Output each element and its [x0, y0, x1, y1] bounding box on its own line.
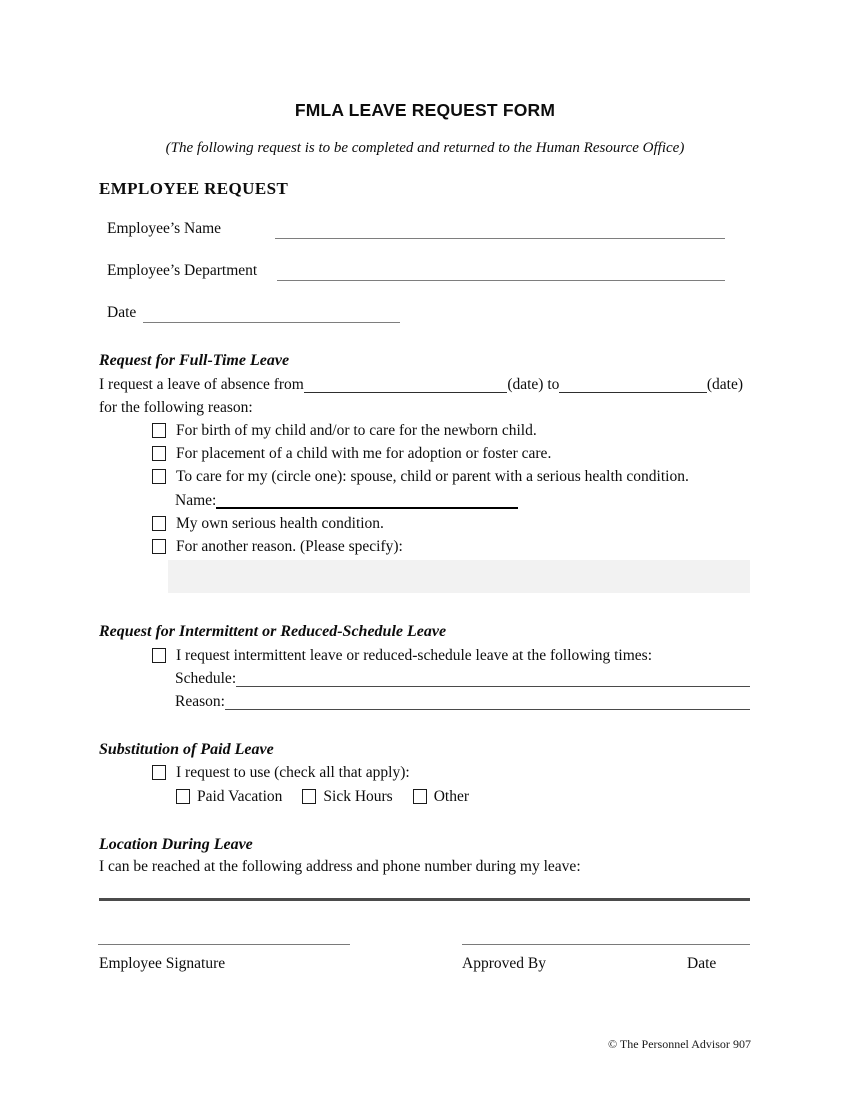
form-title: FMLA LEAVE REQUEST FORM	[294, 100, 556, 120]
absence-from-date-input[interactable]	[304, 375, 507, 393]
full-time-leave-heading: Request for Full-Time Leave	[99, 352, 290, 369]
care-name-label: Name:	[175, 492, 217, 509]
care-checkbox-label: To care for my (circle one): spouse, child or parent with a serious health condition.	[176, 468, 689, 485]
paid-vacation-option	[176, 788, 282, 805]
intermittent-checkbox[interactable]	[152, 648, 166, 663]
approval-signature-input[interactable]	[462, 944, 750, 945]
intermittent-checkbox-label: I request intermittent leave or reduced-schedule leave at the following times:	[176, 647, 653, 664]
other-option	[413, 788, 469, 805]
paid-leave-options	[176, 788, 469, 805]
absence-part1: I request a leave of absence from	[99, 376, 304, 393]
employee-department-label: Employee’s Department	[107, 262, 258, 279]
paid-leave-heading: Substitution of Paid Leave	[99, 741, 274, 758]
reason-input[interactable]	[225, 693, 750, 710]
sick-hours-checkbox[interactable]	[302, 789, 316, 804]
birth-checkbox[interactable]	[152, 423, 166, 438]
absence-sentence	[99, 375, 743, 393]
schedule-input[interactable]	[236, 670, 750, 687]
paid-leave-row	[152, 764, 410, 781]
employee-department-input[interactable]	[277, 280, 725, 281]
reason-label: Reason:	[175, 693, 225, 710]
employee-signature-input[interactable]	[98, 944, 350, 945]
form-subtitle: (The following request is to be completed and returned to the Human Resource Office)	[165, 140, 685, 156]
own-health-checkbox[interactable]	[152, 516, 166, 531]
placement-checkbox-label: For placement of a child with me for adoption or foster care.	[176, 445, 552, 462]
care-name-input[interactable]	[216, 492, 518, 509]
schedule-label: Schedule:	[175, 670, 237, 687]
reason-row-other	[152, 538, 403, 555]
absence-part2: (date) to	[507, 376, 560, 393]
birth-checkbox-label: For birth of my child and/or to care for the newborn child.	[176, 422, 537, 439]
own-health-checkbox-label: My own serious health condition.	[176, 515, 384, 532]
date-input[interactable]	[143, 322, 400, 323]
other-reason-checkbox-label: For another reason. (Please specify):	[176, 538, 403, 555]
other-reason-specify-textarea[interactable]	[168, 560, 750, 593]
location-heading: Location During Leave	[99, 836, 253, 853]
approval-date-label: Date	[687, 955, 717, 972]
absence-to-date-input[interactable]	[559, 375, 706, 393]
reason-row-care	[152, 468, 689, 485]
other-reason-checkbox[interactable]	[152, 539, 166, 554]
sick-hours-option	[302, 788, 392, 805]
care-name-row	[175, 492, 518, 509]
reason-row	[175, 693, 750, 710]
footer-page-number: 907	[733, 1037, 751, 1051]
employee-signature-label: Employee Signature	[99, 955, 226, 972]
paid-vacation-label: Paid Vacation	[197, 788, 283, 805]
other-checkbox[interactable]	[413, 789, 427, 804]
approved-by-label: Approved By	[462, 955, 546, 972]
paid-leave-checkbox-label: I request to use (check all that apply):	[176, 764, 410, 781]
employee-name-label: Employee’s Name	[107, 220, 222, 237]
schedule-row	[175, 670, 750, 687]
reason-row-own-health	[152, 515, 384, 532]
location-text: I can be reached at the following address and phone number during my leave:	[99, 858, 581, 875]
intermittent-leave-heading: Request for Intermittent or Reduced-Schedule Leave	[99, 623, 447, 640]
paid-vacation-checkbox[interactable]	[176, 789, 190, 804]
employee-name-input[interactable]	[275, 238, 725, 239]
reason-row-birth	[152, 422, 537, 439]
employee-request-heading: EMPLOYEE REQUEST	[99, 179, 289, 198]
date-label: Date	[107, 304, 137, 321]
location-address-input[interactable]	[99, 898, 750, 901]
paid-leave-checkbox[interactable]	[152, 765, 166, 780]
sick-hours-label: Sick Hours	[323, 788, 393, 805]
reason-row-placement	[152, 445, 551, 462]
absence-part3: (date)	[706, 376, 743, 393]
footer-copyright: © The Personnel Advisor	[608, 1037, 730, 1051]
other-label: Other	[433, 788, 470, 805]
intermittent-row	[152, 647, 652, 664]
placement-checkbox[interactable]	[152, 446, 166, 461]
care-checkbox[interactable]	[152, 469, 166, 484]
absence-reason-intro: for the following reason:	[99, 399, 253, 416]
